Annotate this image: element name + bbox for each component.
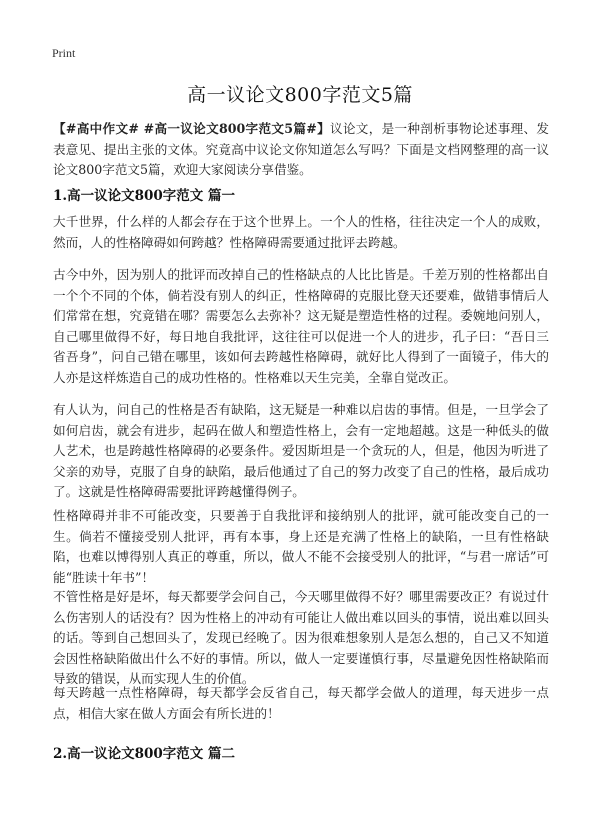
paragraph-6: 每天跨越一点性格障碍，每天都学会反省自己，每天都学会做人的道理，每天进步一点点，相信大家在做人方面会有所长进的！ (53, 685, 549, 721)
section-heading-1: 1.高一议论文800字范文 篇一 (53, 188, 235, 204)
paragraph-1: 大千世界，什么样的人都会存在于这个世界上。一个人的性格，往往决定一个人的成败，然而，人的性格障碍如何跨越？性格障碍需要通过批评去跨越。 (53, 214, 549, 250)
intro-paragraph (53, 119, 549, 181)
paragraph-5: 不管性格是好是坏，每天都要学会问自己，今天哪里做得不好？哪里需要改正？有说过什么伤害别人的话没有？因为性格上的冲动有可能让人做出难以回头的事情，说出难以回头的话。等到自己想回头了，发现已经晚了。因为很难想象别人是怎么想的，自己又不知道会因性格缺陷做出什么不好的事情。所以，做人一定要谨慎行事，尽量避免因性格缺陷而导致的错误，从而实现人生的价值。 (53, 589, 549, 686)
paragraph-3: 有人认为，问自己的性格是否有缺陷，这无疑是一种难以启齿的事情。但是，一旦学会了如何启齿，就会有进步，起码在做人和塑造性格上，会有一定地超越。这是一种低头的做人艺术，也是跨越性格障碍的必要条件。爱因斯坦是一个贪玩的人，但是，他因为听进了父亲的劝导，克服了自身的缺陷，最后他通过了自己的努力改变了自己的性格，最后成功了。这就是性格障碍需要批评跨越懂得例子。 (53, 402, 549, 499)
intro-text: 议论文，是一种剖析事物论述事理、发表意见、提出主张的文体。究竟高中议论文你知道怎么写吗？下面是文档网整理的高一议论文800字范文5篇，欢迎大家阅读分享借鉴。 (53, 121, 549, 177)
page-title: 高一议论文800字范文5篇 (187, 84, 413, 106)
section-heading-2: 2.高一议论文800字范文 篇二 (53, 746, 235, 762)
paragraph-2: 古今中外，因为别人的批评而改掉自己的性格缺点的人比比皆是。千差万别的性格都出自一个个不同的个体，倘若没有别人的纠正，性格障碍的克服比登天还要难，做错事情后人们常常在想，究竟错在哪？需要怎么去弥补？这无疑是塑造性格的过程。委婉地问别人，自己哪里做得不好，每日地自我批评，这往往可以促进一个人的进步，孔子曰：“吾日三省吾身”，问自己错在哪里，该如何去跨越性格障碍，就好比人得到了一面镜子，伟大的人亦是这样炼造自己的成功性格的。性格难以天生完美，全靠自觉改正。 (53, 267, 549, 385)
print-label: Print (52, 46, 76, 60)
intro-tag: 【#高中作文# #高一议论文800字范文5篇#】 (53, 121, 330, 136)
paragraph-4: 性格障碍并非不可能改变，只要善于自我批评和接纳别人的批评，就可能改变自己的一生。倘若不懂接受别人批评，再有本事，身上还是充满了性格上的缺陷，一旦有性格缺陷，也难以博得别人真正的尊重，所以，做人不能不会接受别人的批评，“与君一席话”可能“胜读十年书”！ (53, 508, 549, 585)
